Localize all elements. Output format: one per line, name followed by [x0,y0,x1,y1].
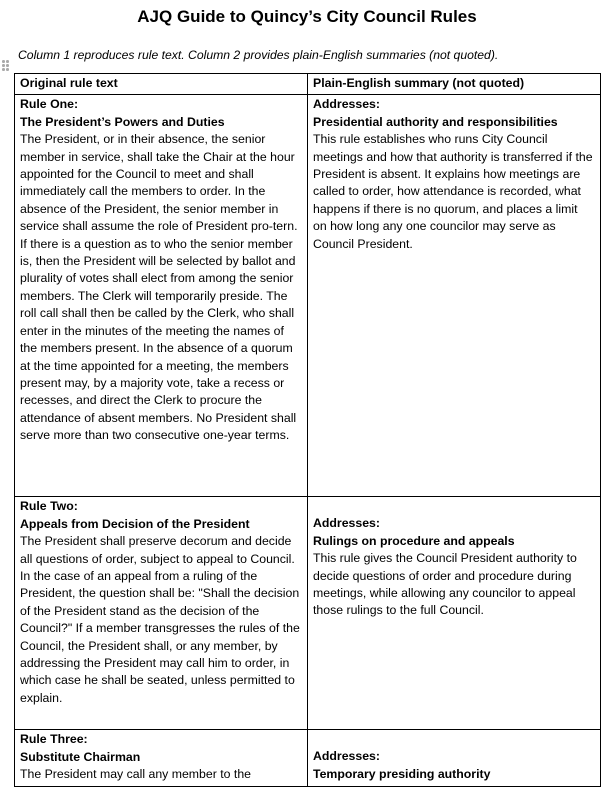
rule-label: Rule Two: [20,499,78,514]
document-title: AJQ Guide to Quincy’s City Council Rules [137,7,477,26]
summary-body: This rule gives the Council President authority to decide questions of order and procedure during meetings, while allowing any councilor to appeal those rulings to the full Council. [313,551,577,618]
summary-title: Temporary presiding authority [313,766,491,781]
rule-body: The President, or in their absence, the senior member in service, shall take the Chair at the hour appointed for the Council to meet and shall immediately call the members to order. In the absence of the President, the senior member in service shall assume the role of President pro-tern. If there is a question as to who the senior member is, then the President will be selected by ballot and plurality of votes shall elect from among the senior members. The Clerk will temporarily preside. The roll call shall then be called by the Clerk, who shall enter in the minutes of the meeting the names of the members present. In the absence of a quorum at the time appointed for a meeting, the members present may, by a majority vote, take a recess or recesses, and direct the Clerk to procure the attendance of absent members. No President shall serve more than two consecutive one-year terms. [20,132,298,443]
summary-label: Addresses: [313,516,380,531]
rules-table [14,73,601,787]
drag-handle-dot [2,68,5,71]
summary-label: Addresses: [313,749,380,764]
drag-handle-dot [6,64,9,67]
table-row [15,730,601,786]
rule-title: The President’s Powers and Duties [20,114,225,129]
table-drag-handle-icon[interactable] [2,60,10,72]
rule-one-summary-cell [308,95,601,497]
rule-title: Appeals from Decision of the President [20,516,250,531]
rule-body: The President shall preserve decorum and decide all questions of order, subject to appeal to Council. In the case of an appeal from a ruling of the President, the question shall be: "Shall the decision of the President stand as the decision of the Council?" If a member transgresses the rules of the Council, the President shall, or any member, by addressing the President may call him to order, in which case he shall be seated, unless permitted to explain. [20,534,300,705]
rule-three-cell [15,730,308,786]
table-row [15,497,601,730]
drag-handle-dot [2,60,5,63]
summary-title: Rulings on procedure and appeals [313,533,515,548]
drag-handle-dot [2,64,5,67]
summary-label: Addresses: [313,97,380,112]
rule-label: Rule Three: [20,732,88,747]
table-row [15,95,601,497]
header-plain-english-summary: Plain-English summary (not quoted) [308,74,601,95]
rule-one-cell [15,95,308,497]
header-original-rule-text: Original rule text [15,74,308,95]
rule-three-summary-cell [308,730,601,786]
document-note: Column 1 reproduces rule text. Column 2 provides plain-English summaries (not quoted). [18,48,499,62]
rule-body: The President may call any member to the [20,767,252,782]
table-header-row [15,74,601,95]
drag-handle-dot [6,60,9,63]
drag-handle-dot [6,68,9,71]
rule-two-cell [15,497,308,730]
summary-body: This rule establishes who runs City Council meetings and how that authority is transferred if the President is absent. It explains how meetings are called to order, how attendance is recorded, what happens if there is no quorum, and places a limit on how long any one councilor may serve as Council President. [313,132,593,251]
summary-title: Presidential authority and responsibilities [313,114,558,129]
rule-label: Rule One: [20,97,79,112]
rule-title: Substitute Chairman [20,749,141,764]
rule-two-summary-cell [308,497,601,730]
